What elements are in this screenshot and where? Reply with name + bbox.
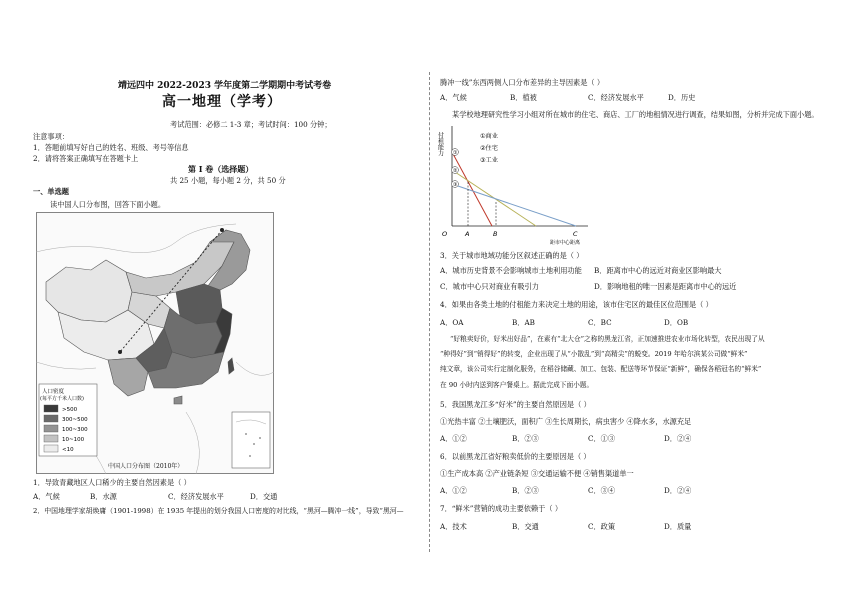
q6-stem: 6．以前黑龙江省好粮卖低价的主要原因是（ ） bbox=[440, 452, 591, 461]
rent-chart bbox=[436, 122, 596, 246]
rent-chart-intro: 某学校地理研究性学习小组对所在城市的住宅、商店、工厂的地租情况进行调查，结果如图，分析并完成下面小题。 bbox=[452, 110, 819, 119]
x-tick-c: C bbox=[573, 230, 578, 238]
passage-line: “种得好”到“销得好”的转变，企业出现了从“小散乱”到“高精尖”的蜕变。2019 年哈尔滨某公司做“鲜米” bbox=[440, 350, 748, 358]
q2-option-c: C．经济发展水平 bbox=[588, 93, 644, 102]
rent-chart-xlabel: 距市中心距离 bbox=[550, 240, 581, 246]
q1-option-a: A．气候 bbox=[33, 492, 60, 501]
map-caption: 中国人口分布图（2010年） bbox=[108, 463, 184, 470]
q4-stem: 4．如果由各类土地的付租能力来决定土地的用途，该市住宅区的最佳区位范围是（ ） bbox=[440, 300, 713, 309]
column-divider bbox=[429, 72, 430, 552]
subject-title: 高一地理（学考） bbox=[162, 94, 282, 110]
rent-chart-ylabel: 付租能力 bbox=[436, 132, 444, 156]
q3-option-b: B．距离市中心的远近对商业区影响最大 bbox=[594, 266, 722, 275]
legend-label: 300~500 bbox=[62, 417, 88, 423]
q1-stem: 1．导致青藏地区人口稀少的主要自然因素是（ ） bbox=[33, 478, 191, 487]
q6-option-a: A．①② bbox=[440, 486, 467, 495]
school-title: 靖远四中 2022-2023 学年度第二学期期中考试考卷 bbox=[118, 81, 332, 91]
legend-title: 人口密度 bbox=[42, 389, 65, 395]
q3-option-d: D．影响地租的唯一因素是距离市中心的远近 bbox=[594, 282, 737, 291]
q4-option-b: B．AB bbox=[512, 318, 535, 327]
q2-option-b: B．植被 bbox=[510, 93, 537, 102]
q2-stem-line2: 腾冲一线”东西两侧人口分布差异的主导因素是（ ） bbox=[440, 78, 605, 87]
note-item: 1．答题前填写好自己的姓名、班级、考号等信息 bbox=[33, 143, 189, 152]
q7-option-b: B．交通 bbox=[512, 522, 539, 531]
question-type-heading: 一、单选题 bbox=[33, 187, 69, 196]
heihe-point bbox=[220, 228, 224, 232]
q3-option-c: C．城市中心只对商业有吸引力 bbox=[440, 282, 539, 291]
china-population-map bbox=[36, 212, 274, 474]
q6-option-c: C．③④ bbox=[588, 486, 616, 495]
q1-option-b: B．水源 bbox=[90, 492, 117, 501]
map-intro: 读中国人口分布图，回答下面小题。 bbox=[50, 200, 166, 209]
passage-line: 纯文章，该公司实行定制化服务，在稻谷储藏、加工、包装、配送等环节保证“新鲜”，确保各稻冠名的“鲜米” bbox=[440, 365, 762, 373]
exam-info: 考试范围：必修二 1-3 章；考试时间：100 分钟； bbox=[170, 120, 332, 129]
legend-label: >500 bbox=[62, 407, 78, 413]
section-subtitle: 共 25 小题，每小题 2 分，共 50 分 bbox=[170, 176, 286, 185]
q1-option-d: D．交通 bbox=[250, 492, 278, 501]
q4-option-c: C．BC bbox=[588, 318, 612, 327]
legend-label: 10~100 bbox=[62, 437, 85, 443]
tengchong-point bbox=[118, 350, 122, 354]
rent-legend-industry: ③工业 bbox=[480, 157, 498, 164]
q2-stem-line1: 2．中国地理学家胡焕庸（1901-1998）在 1935 年提出的划分我国人口密度的对比线，“黑河—腾冲一线”，导致“黑河— bbox=[33, 507, 404, 515]
curve-marker-2: ② bbox=[453, 168, 458, 174]
rent-legend-residential: ②住宅 bbox=[480, 145, 498, 152]
south-china-sea-inset bbox=[232, 412, 270, 468]
note-item: 2．请将答案正确填写在答题卡上 bbox=[33, 154, 139, 163]
notes-heading: 注意事项： bbox=[33, 132, 69, 141]
legend-swatch bbox=[44, 425, 58, 432]
q1-option-c: C．经济发展水平 bbox=[168, 492, 224, 501]
x-tick-b: B bbox=[493, 230, 498, 238]
q4-option-d: D．OB bbox=[664, 318, 689, 327]
section-title: 第 I 卷（选择题） bbox=[188, 164, 254, 174]
q3-stem: 3．关于城市地域功能分区叙述正确的是（ ） bbox=[440, 251, 584, 260]
curve-marker-1: ① bbox=[453, 150, 458, 156]
q5-choices: ①光热丰富 ②土壤肥沃，面积广 ③生长周期长，病虫害少 ④降水多，水源充足 bbox=[440, 417, 692, 426]
x-tick-a: A bbox=[465, 230, 470, 238]
passage-line: “好粮卖好价，好米出好品”，在素有“北大仓”之称的黑龙江省，正加速推进农业市场化转型，农民出现了从 bbox=[450, 335, 765, 343]
curve-industry bbox=[452, 184, 576, 226]
rent-legend-commerce: ①商业 bbox=[480, 133, 498, 140]
q7-stem: 7．“鲜米”营销的成功主要依赖于（ ） bbox=[440, 504, 563, 513]
map-legend bbox=[39, 384, 97, 456]
legend-swatch bbox=[44, 405, 58, 412]
q4-option-a: A．OA bbox=[440, 318, 464, 327]
q3-option-a: A．城市历史背景不会影响城市土地利用功能 bbox=[440, 266, 582, 275]
q7-option-d: D．质量 bbox=[664, 522, 692, 531]
q7-option-c: C．政策 bbox=[588, 522, 616, 531]
passage-line: 在 90 小时内送到客户餐桌上。据此完成下面小题。 bbox=[440, 381, 594, 389]
q5-stem: 5．我国黑龙江多“好米”的主要自然原因是（ ） bbox=[440, 400, 591, 409]
legend-label: <10 bbox=[62, 447, 74, 453]
q6-choices: ①生产成本高 ②产业链条短 ③交通运输不便 ④销售渠道单一 bbox=[440, 469, 634, 478]
q2-option-d: D．历史 bbox=[668, 93, 696, 102]
legend-unit: (每平方千米人口数) bbox=[40, 396, 84, 402]
q5-option-b: B．②③ bbox=[512, 434, 539, 443]
legend-swatch bbox=[44, 415, 58, 422]
q6-option-d: D．②④ bbox=[664, 486, 692, 495]
q5-option-a: A．①② bbox=[440, 434, 467, 443]
q6-option-b: B．②③ bbox=[512, 486, 539, 495]
q5-option-c: C．①③ bbox=[588, 434, 616, 443]
legend-swatch bbox=[44, 445, 58, 452]
legend-swatch bbox=[44, 435, 58, 442]
legend-label: 100~300 bbox=[62, 427, 88, 433]
curve-marker-3: ③ bbox=[453, 182, 458, 188]
x-tick-o: O bbox=[442, 230, 448, 238]
q7-option-a: A．技术 bbox=[440, 522, 467, 531]
q2-option-a: A．气候 bbox=[440, 93, 467, 102]
q5-option-d: D．②④ bbox=[664, 434, 692, 443]
